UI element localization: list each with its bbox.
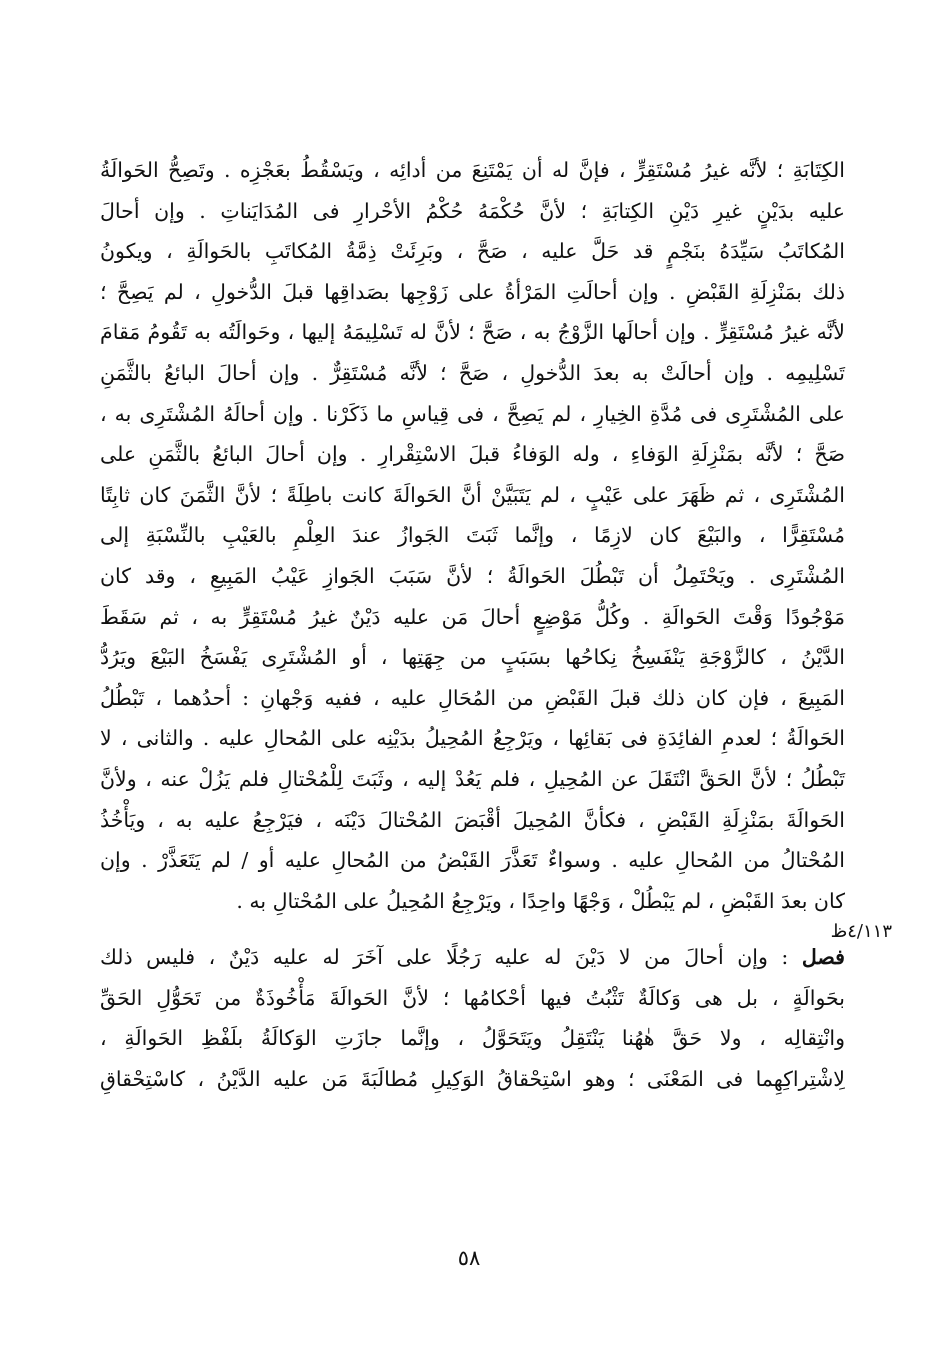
- section-first-line: : وإن أحالَ من لا دَيْنَ له عليه رَجُلًا على آخَرَ له عليه دَيْنٌ ، فليس ذلك: [100, 945, 789, 970]
- text-line: المُكاتَبُ سَيِّدَهُ بنَجْمٍ قد حَلَّ عليه ، صَحَّ ، وبَرِئَتْ ذِمَّةُ المُكاتَبِ بالحَوالَةِ ، ويكونُ: [100, 239, 845, 264]
- text-line: الكِتَابَةِ ؛ لأنَّه غيرُ مُسْتَقِرٍّ ، فإنَّ له أن يَمْتَنِعَ من أدائِه ، ويَسْقُطُ بعَجْزِه . وتَصِحُّ الحَوالَةُ: [100, 158, 845, 182]
- text-line: تَبْطُلُ ؛ لأنَّ الحَقَّ انْتَقَلَ عن المُحِيلِ ، فلم يَعُدْ إليه ، وثَبَتَ لِلْمُحْتالِ فلم يَزُلْ عنه ، ولأنَّ: [100, 766, 845, 791]
- text-line: المُحْتالُ من المُحالِ عليه . وسواءٌ تَعَذَّرَ القَبْضُ من المُحالِ عليه أو / لم يَتَعَذَّرْ . وإن: [100, 848, 845, 873]
- text-line: مَوْجُودًا وَقْتَ الحَوالَةِ . وكُلُّ مَوْضِعٍ أحالَ مَن عليه دَيْنٌ غيرُ مُسْتَقِرٍّ به ، ثم سَقَطَ: [100, 604, 845, 629]
- text-line: المَبِيعَ ، فإن كان ذلك قبلَ القَبْضِ من المُحَالِ عليه ، ففيه وَجْهانِ : أحدُهما ، تَبْطُلُ: [100, 685, 845, 710]
- section-label: فصل: [801, 945, 845, 970]
- paragraph-gap: [100, 921, 845, 937]
- text-line: صَحَّ ؛ لأنَّه بمَنْزِلَةِ الوَفاءِ ، وله الوَفاءُ قبلَ الاسْتِقْرارِ . وإن أحالَ البائعُ بالثَّمَنِ على: [100, 442, 845, 467]
- margin-note: ٤/١١٣ظ: [830, 921, 892, 942]
- text-line: المُشْتَرِى ، ثم ظَهَرَ على عَيْبٍ ، لم يَتَبَيَّنْ أنَّ الحَوالَةَ كانت باطِلَةً ؛ لأنَّ الثَّمَنَ كان ثابِتًا: [100, 482, 845, 507]
- page-number: ٥٨: [457, 1246, 481, 1270]
- text-line: ذلك بمَنْزِلَةِ القَبْضِ . وإن أحالَتِ المَرْأةُ على زَوْجِها بصَداقِها قبلَ الدُّخولِ ، لم يَصِحَّ ؛: [100, 279, 845, 304]
- text-line: الحَوالَةُ ؛ لعدمِ الفائِدَةِ فى بَقائِها ، ويَرْجِعُ المُحِيلُ بدَيْنِه على المُحالِ عليه . والثانى ، لا: [100, 726, 845, 751]
- text-line: الدَّيْنُ ، كالزَّوْجَةِ يَنْفَسِخُ نِكاحُها بسَبَبٍ من جِهَتِها ، أو المُشْتَرِى يَفْسَخُ البَيْعَ ويَرُدُّ: [100, 645, 845, 670]
- text-line: بحَوالَةٍ ، بل هى وَكالَةٌ تَثْبُتُ فيها أحْكامُها ؛ لأنَّ الحَوالَةَ مَأْخُوذَةٌ من تَحَوُّلِ الحَقِّ: [100, 985, 845, 1010]
- text-line: لأنَّه غيرُ مُسْتَقِرٍّ . وإن أحالَها الزَّوْجُ به ، صَحَّ ؛ لأنَّ له تَسْلِيمَهُ إليها ، وحَوالَتُه به تَقُومُ مَقامَ: [100, 320, 845, 345]
- text-line: الحَوالَةَ بمَنْزِلَةِ القَبْضِ ، فكأنَّ المُحِيلَ أقْبَضَ المُحْتالَ دَيْنَه ، فيَرْجِعُ عليه به ، ويَأْخُذُ: [100, 807, 845, 832]
- text-line-fasl: [100, 937, 845, 978]
- body-text: [100, 150, 845, 1100]
- text-line: عليه بدَيْنٍ غيرِ دَيْنِ الكِتابَةِ ؛ لأنَّ حُكْمَهُ حُكْمُ الأحْرارِ فى المُدَايَناتِ . وإن أحالَ: [100, 198, 845, 223]
- text-line: مُسْتَقِرًّا ، والبَيْعَ كان لازِمًا ، وإنَّما ثَبَتَ الجَوازُ عندَ العِلْمِ بالعَيْبِ بالنِّسْبَةِ إلى: [100, 523, 845, 548]
- text-line: تَسْلِيمِه . وإن أحالَتْ به بعدَ الدُّخولِ ، صَحَّ ؛ لأنَّه مُسْتَقِرٌّ . وإن أحالَ البائعُ بالثَّمَنِ: [100, 360, 845, 385]
- text-line: لِاشْتِراكِهِما فى المَعْنَى ؛ وهو اسْتِحْقاقُ الوَكِيلِ مُطالَبَةَ مَن عليه الدَّيْنُ ، كاسْتِحْقاقِ: [100, 1067, 845, 1092]
- text-line: على المُشْتَرِى فى مُدَّةِ الخِيارِ ، لم يَصِحَّ ، فى قِياسِ ما ذَكَرْنا . وإن أحالَهُ المُشْتَرِى به ،: [100, 401, 845, 426]
- text-line: كان بعدَ القَبْضِ ، لم يَبْطُلْ ، وَجْهًا واحِدًا ، ويَرْجِعُ المُحِيلُ على المُحْتالِ به .: [236, 888, 845, 913]
- text-line: وانْتِقالِه ، ولا حَقَّ هٰهُنا يَنْتَقِلُ ويَتَحَوَّلُ ، وإنَّما جازَتِ الوَكالَةُ بلَفْظِ الحَوالَةِ ،: [100, 1026, 845, 1051]
- text-line: المُشْتَرِى . ويَحْتَمِلُ أن تَبْطُلَ الحَوالَةُ ؛ لأنَّ سَبَبَ الجَوازِ عَيْبُ المَبِيعِ ، وقد كان: [100, 563, 845, 588]
